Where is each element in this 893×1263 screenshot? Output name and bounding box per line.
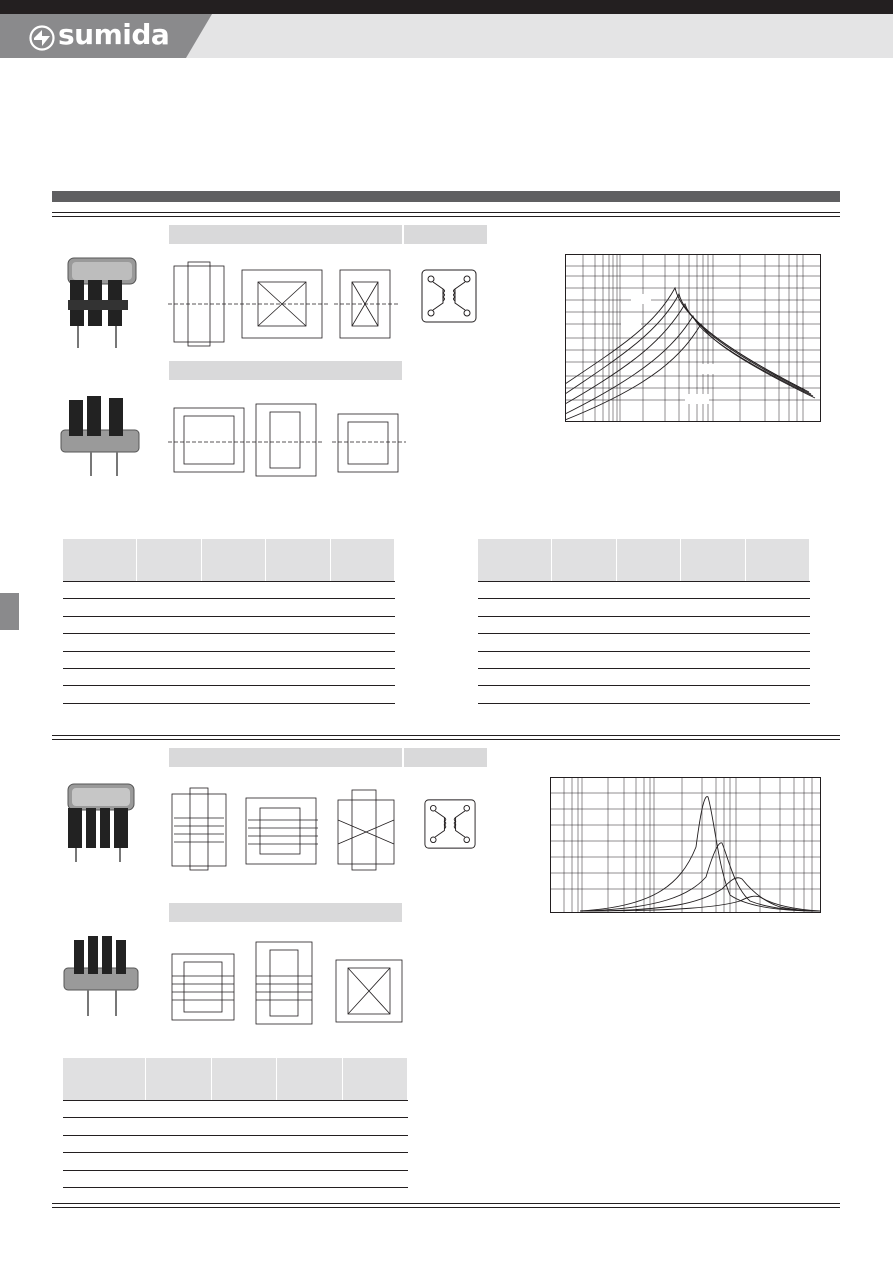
dimension-drawing-icon — [168, 780, 408, 872]
drawing-label-bar — [169, 903, 402, 922]
table-row — [478, 616, 810, 633]
spec-table — [478, 539, 810, 704]
table-row — [63, 582, 395, 599]
table-row — [63, 1135, 408, 1152]
table-row — [63, 668, 395, 685]
table-row — [63, 1153, 408, 1170]
rule — [52, 735, 840, 736]
rule — [52, 216, 840, 217]
choke-coil-photo-icon — [60, 778, 140, 864]
choke-coil-photo-icon — [60, 250, 140, 350]
spec-table — [63, 1058, 408, 1188]
rule — [52, 212, 840, 213]
table-row — [63, 1170, 408, 1187]
table-row — [478, 651, 810, 668]
table-row — [478, 634, 810, 651]
coil-schematic-icon — [424, 798, 476, 850]
dimension-drawing-icon — [168, 256, 408, 348]
table-row — [478, 668, 810, 685]
table-row — [63, 1118, 408, 1135]
table-row — [478, 582, 810, 599]
table-row — [478, 686, 810, 703]
table-row — [478, 599, 810, 616]
spec-table — [63, 539, 395, 704]
choke-coil-photo-icon — [58, 930, 148, 1020]
brand-name[interactable]: sumida — [58, 18, 170, 51]
table-row — [63, 1101, 408, 1118]
rule — [52, 739, 840, 740]
side-index-tab[interactable] — [0, 593, 19, 630]
dimension-drawing-icon — [168, 938, 413, 1030]
drawing-label-bar — [169, 225, 402, 244]
impedance-peak-chart-icon — [550, 777, 821, 913]
table-row — [63, 599, 395, 616]
logo-slant — [186, 14, 212, 58]
choke-coil-photo-icon — [55, 390, 145, 480]
rule — [52, 1207, 840, 1208]
rule — [52, 1203, 840, 1204]
table-row — [63, 651, 395, 668]
section-title-bar — [52, 191, 840, 202]
table-row — [63, 634, 395, 651]
schematic-label-bar — [404, 225, 487, 244]
table-row — [63, 616, 395, 633]
top-bar — [0, 0, 893, 14]
sumida-logo-icon — [29, 25, 55, 51]
drawing-label-bar — [169, 361, 402, 380]
table-row — [63, 686, 395, 703]
coil-schematic-icon — [421, 269, 477, 323]
drawing-label-bar — [169, 748, 402, 767]
impedance-frequency-chart-icon — [565, 254, 821, 422]
schematic-label-bar — [404, 748, 487, 767]
dimension-drawing-icon — [168, 398, 408, 482]
